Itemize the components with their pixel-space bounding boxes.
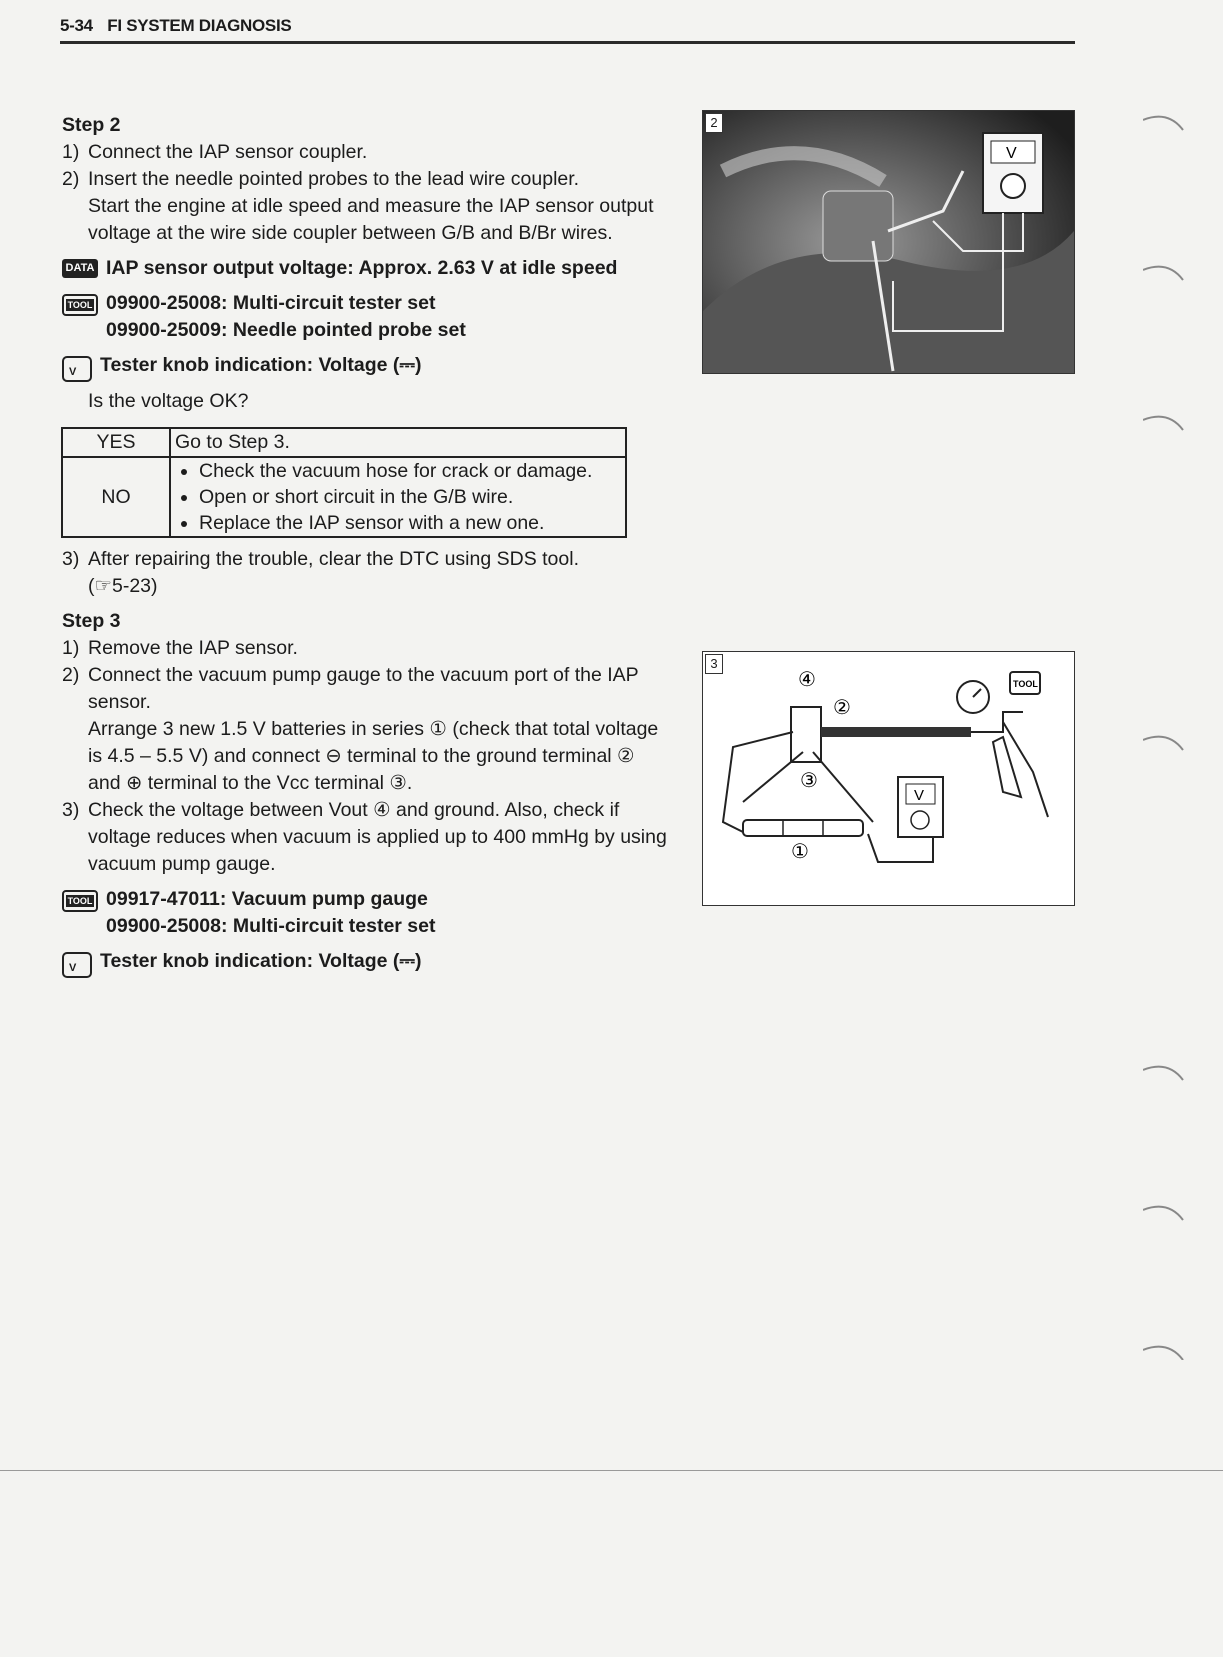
callout-1: ① <box>791 841 809 863</box>
page-header <box>60 16 1075 36</box>
step2-item-1 <box>62 139 672 166</box>
item-text: Connect the vacuum pump gauge to the vacuum port of the IAP sensor. <box>88 664 639 713</box>
yes-text: Go to Step 3. <box>170 428 626 457</box>
data-spec-text: IAP sensor output voltage: Approx. 2.63 V at idle speed <box>106 257 618 279</box>
tool-line: 09900-25008: Multi-circuit tester set <box>106 915 436 937</box>
figure-2-illustration <box>703 111 1074 373</box>
data-spec <box>62 255 672 282</box>
list-item: • Replace the IAP sensor with a new one. <box>199 510 621 536</box>
tester-meter-icon: V <box>62 356 92 382</box>
figure-label: 2 <box>705 113 723 133</box>
no-cell-items <box>170 457 626 537</box>
table-row <box>62 428 626 457</box>
section-title: FI SYSTEM DIAGNOSIS <box>107 16 292 35</box>
step3-item-2 <box>62 662 672 797</box>
figure-2-photo <box>702 110 1075 374</box>
tool-spec <box>62 290 672 344</box>
item-number: 3) <box>62 548 80 570</box>
callout-3: ③ <box>800 770 818 792</box>
yes-cell: YES <box>62 428 170 457</box>
page-number: 5-34 <box>60 16 93 35</box>
item-extra-text: Arrange 3 new 1.5 V batteries in series ① (check that total voltage is 4.5 – 5.5 V) and connect ⊖ terminal to the ground terminal ② and ⊕ terminal to the Vcc terminal ③. <box>88 718 659 794</box>
table-row <box>62 457 626 537</box>
step3-item-1 <box>62 635 672 662</box>
item-number: 2) <box>62 664 80 686</box>
meter-v-label: V <box>914 787 925 804</box>
tool-line: 09900-25009: Needle pointed probe set <box>106 319 466 341</box>
tester-spec-step3 <box>62 948 672 978</box>
yes-no-table <box>61 427 627 538</box>
step2-item-2 <box>62 166 672 247</box>
callout-2: ② <box>833 697 851 719</box>
list-item: • Check the vacuum hose for crack or damage. <box>199 458 621 484</box>
tester-meter-icon: V <box>62 952 92 978</box>
callout-4: ④ <box>798 669 816 691</box>
item-text: Connect the IAP sensor coupler. <box>88 141 368 163</box>
tool-icon: TOOL <box>62 294 98 316</box>
header-rule <box>60 41 1075 44</box>
list-item: • Open or short circuit in the G/B wire. <box>199 484 621 510</box>
data-icon: DATA <box>62 259 98 278</box>
step3-title: Step 3 <box>62 610 121 632</box>
figure-3-diagram <box>702 651 1075 906</box>
tester-text: Tester knob indication: Voltage (⎓) <box>100 354 422 376</box>
item-text: Check the voltage between Vout ④ and ground. Also, check if voltage reduces when vacuum is applied up to 400 mmHg by using vacuum pump gauge. <box>88 799 667 875</box>
step2-title: Step 2 <box>62 114 121 136</box>
main-content <box>62 112 672 978</box>
meter-v-label: V <box>1006 145 1017 162</box>
item-number: 1) <box>62 637 80 659</box>
tool-spec-step3 <box>62 886 672 940</box>
tool-label: TOOL <box>1013 679 1038 689</box>
question-text: Is the voltage OK? <box>88 390 249 412</box>
bottom-rule <box>0 1470 1223 1471</box>
tool-line: 09900-25008: Multi-circuit tester set <box>106 292 436 314</box>
step2-item-3 <box>62 546 672 600</box>
item-text: Remove the IAP sensor. <box>88 637 298 659</box>
item-extra-text: Start the engine at idle speed and measure the IAP sensor output voltage at the wire side coupler between G/B and B/Br wires. <box>88 195 654 244</box>
item-text: After repairing the trouble, clear the DTC using SDS tool. <box>88 548 579 570</box>
item-text: Insert the needle pointed probes to the lead wire coupler. <box>88 168 580 190</box>
no-cell: NO <box>62 457 170 537</box>
tool-line: 09917-47011: Vacuum pump gauge <box>106 888 428 910</box>
tool-icon: TOOL <box>62 890 98 912</box>
page-reference: (☞5-23) <box>88 575 158 597</box>
step3-item-3 <box>62 797 672 878</box>
tester-spec <box>62 352 672 382</box>
binder-marks <box>1143 110 1203 1360</box>
figure-3-illustration <box>703 652 1074 905</box>
item-number: 1) <box>62 141 80 163</box>
figure-label: 3 <box>705 654 723 674</box>
item-number: 2) <box>62 168 80 190</box>
item-number: 3) <box>62 799 80 821</box>
tester-text: Tester knob indication: Voltage (⎓) <box>100 950 422 972</box>
